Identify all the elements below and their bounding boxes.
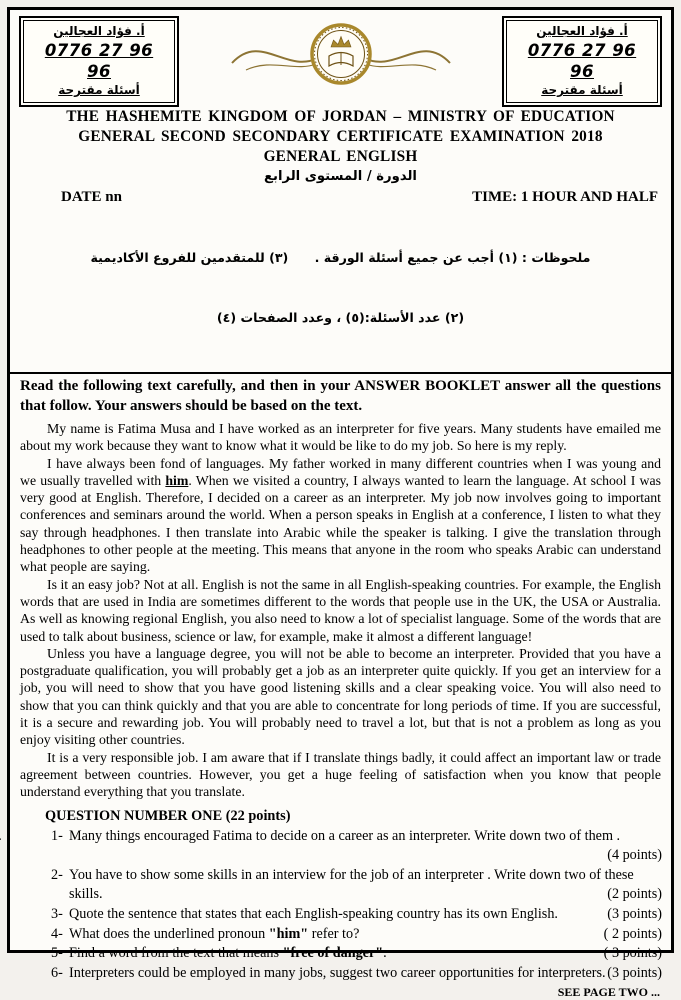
question-text: Quote the sentence that states that each English-speaking country has its own English. [69, 905, 558, 922]
title-subject: GENERAL ENGLISH [263, 148, 418, 165]
tutor-name: أ. فؤاد العجالين [53, 24, 145, 38]
tutor-phone: 0776 27 96 96 [44, 41, 154, 81]
exam-page [7, 7, 674, 1000]
passage-paragraph-5: It is a very responsible job. I am aware that if I translate things badly, it could affect an important law or trade agreement between countries. However, you get a huge feeling of satisfaction when you know that people understand everything that you translate. [20, 749, 661, 800]
question-number: 5- [51, 945, 63, 962]
title-block [19, 107, 662, 187]
question-number: 1- [51, 827, 63, 844]
tutor-name: أ. فؤاد العجالين [536, 24, 628, 38]
passage-paragraph-2: I have always been fond of languages. My father worked in many different countries when I was young and we usually travelled with him. When we visited a country, I always wanted to learn the language. At school I was very good at English. Therefore, I decided on a career as an interpreter. My job now involves going to important conferences and seminars around the world. When a person speaks in English at a conference, I listen to what they say through headphones. I then translate into Arabic while the speaker is talking. I give the translation through headphones to other people at the meeting. This means that anyone in the room who speaks Arabic can understand what people are saying. [20, 455, 662, 575]
ministry-emblem-icon [179, 16, 502, 86]
date-label: DATE nn [61, 189, 122, 205]
date-time-row [19, 187, 662, 208]
question-points: ( 3 points) [603, 945, 662, 962]
passage-paragraph-1: My name is Fatima Musa and I have worked as an interpreter for five years. Many students have emailed me about my work because they want to know what it would be like to do my job. So here is my reply. [20, 421, 661, 454]
reading-instruction: Read the following text carefully, and then in your ANSWER BOOKLET answer all the questions that follow. Your answers should be based on the text. [20, 378, 661, 414]
question-text: What does the underlined pronoun [69, 925, 269, 942]
quoted-phrase: "free of danger" [282, 945, 384, 962]
question-points: (3 points) [607, 905, 662, 922]
question-number: 4- [51, 925, 63, 942]
question-item-4: 4- What does the underlined pronoun "him" refer to? ( 2 points) [19, 925, 662, 945]
passage-paragraph-3: Is it an easy job? Not at all. English is not the same in all English-speaking countries. For example, the English words that are used in India are sometimes different to the words that people use in the UK, the USA or Australia. As well as knowing regional English, you also need to know a lot of specialist language. Some of the words that are used to talk about business, science or law, for example, make it almost a different language! [20, 576, 661, 644]
question-item-2 [19, 866, 662, 905]
title-kingdom-ministry: THE HASHEMITE KINGDOM OF JORDAN – MINISTRY OF EDUCATION [66, 108, 615, 125]
question-number: 6- [51, 964, 63, 981]
question-text: Find a word from the text that means [69, 945, 283, 962]
question-number: 3- [51, 905, 63, 922]
contact-box-right [502, 16, 662, 107]
section-label-a [0, 827, 2, 847]
suggested-questions-label: أسئلة مقترحة [58, 83, 140, 97]
title-examination: GENERAL SECOND SECONDARY CERTIFICATE EXAMINATION 2018 [78, 128, 603, 145]
question-points: (4 points) [607, 847, 662, 864]
reading-passage [19, 420, 662, 801]
passage-paragraph-4: Unless you have a language degree, you will not be able to become an interpreter. Provided that you have a postgraduate qualification, you will probably get a job as an interpreter quite quickly. If you get an interview for a job, you will need to show that you have good listening skills and a clear speaking voice. You will also need to show that you can think quickly and that you are able to concentrate for long periods of time. If you are successful, it is a secure and rewarding job. You will probably need to travel a lot, but that is not a problem as long as you enjoy visiting other countries. [20, 645, 661, 748]
suggested-questions-label: أسئلة مقترحة [541, 83, 623, 97]
question-item-5: 5- Find a word from the text that means "free of danger". ( 3 points) [19, 944, 662, 964]
see-page-two-footer: SEE PAGE TWO ... [557, 985, 660, 1000]
contact-box-left [19, 16, 179, 107]
exam-header [19, 16, 662, 107]
notes-line-2: (٢) عدد الأسئلة:(٥) ، وعدد الصفحات (٤) [216, 310, 465, 325]
tutor-phone: 0776 27 96 96 [527, 41, 637, 81]
exam-notes [19, 208, 662, 368]
question-text: Interpreters could be employed in many jobs, suggest two career opportunities for interpreters. [69, 964, 606, 981]
question-text: Many things encouraged Fatima to decide on a career as an interpreter. Write down two of them . [69, 827, 621, 844]
question-number: 2- [51, 866, 63, 883]
question-one-title: QUESTION NUMBER ONE (22 points) [45, 807, 291, 824]
notes-line-1: ملحوظات : (١) أجب عن جميع أسئلة الورقة . (٣) للمتقدمين للفروع الأكاديمية [90, 250, 591, 265]
time-label: TIME: 1 HOUR AND HALF [472, 189, 658, 205]
header-divider [10, 372, 671, 374]
question-points: (2 points) [607, 886, 662, 903]
quoted-pronoun: "him" [268, 925, 309, 942]
question-item-6 [19, 964, 662, 984]
question-points: (3 points) [607, 964, 662, 981]
question-points: ( 2 points) [603, 925, 662, 942]
question-item-1 [19, 827, 662, 866]
question-one-section [19, 806, 662, 1000]
question-item-3 [19, 905, 662, 925]
session-level-line: الدورة / المستوى الرابع [264, 169, 417, 184]
question-text: You have to show some skills in an interview for the job of an interpreter . Write down two of these skills. [69, 866, 634, 903]
underlined-pronoun: him [165, 472, 189, 488]
